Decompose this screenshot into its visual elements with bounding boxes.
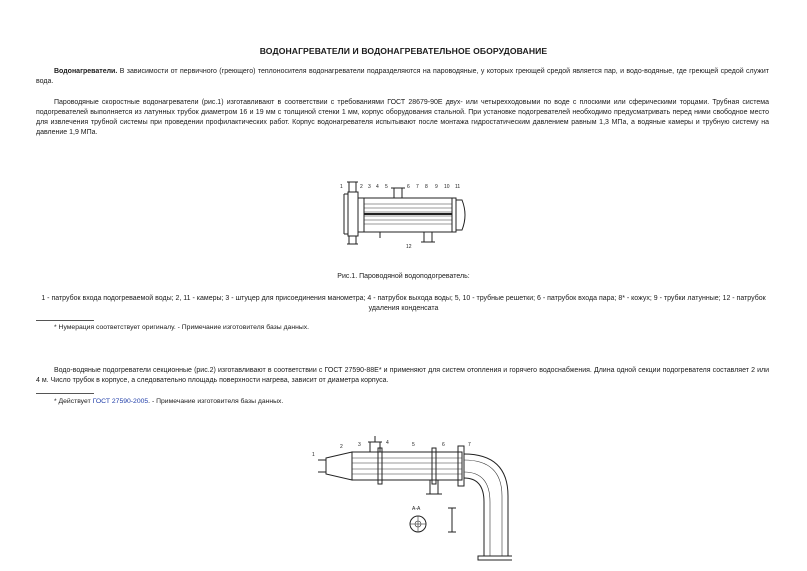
footnote-2-prefix: * Действует xyxy=(54,398,93,405)
figure-1-callout-7: 7 xyxy=(416,184,419,190)
water-heater-paragraph: Водо-водяные подогреватели секционные (рис.2) изготавливают в соответствии с ГОСТ 27590-88Е* и применяют для систем отопления и горячего водоснабжения. Длина одной секции подогревателя составляет 2 или 4 м. Число трубок в корпусе, а следовательно площадь поверхности нагрева, зависит от диаметра корпуса. xyxy=(36,367,769,384)
figure-1-callout-5: 5 xyxy=(385,184,388,190)
intro-text: В зависимости от первичного (греющего) теплоносителя водонагреватели подразделяются на пароводяные, у которых греющей средой является пар, и водо-водяные, где греющей средой служит вода. xyxy=(36,68,769,85)
figure-2-section-label: А-А xyxy=(412,506,421,512)
figure-2-callout-2: 2 xyxy=(340,444,343,450)
intro-lead: Водонагреватели. xyxy=(54,68,118,75)
figure-2-callout-7: 7 xyxy=(468,442,471,448)
figure-1-callout-12: 12 xyxy=(406,244,412,250)
figure-2-callout-6: 6 xyxy=(442,442,445,448)
figure-2-callout-3: 3 xyxy=(358,442,361,448)
steam-heater-paragraph: Пароводяные скоростные водонагреватели (рис.1) изготавливают в соответствии с требованиями ГОСТ 28679-90Е двух- или четырехходовыми по воде с плоскими или сферическими торцами. Трубная система подогревателей выполняется из латунных трубок диаметром 16 и 19 мм с толщиной стенки 1 мм, корпус оборудования стальной. При установке подогревателей необходимо предусматривать перед ними свободное место для извлечения трубной системы при проведении профилактических работ. Корпус водонагревателя испытывают после монтажа гидростатическим давлением равным 1,3 МПа, а водяные камеры и трубную систему на давление 1,9 МПа. xyxy=(36,99,769,136)
figure-1-callout-6: 6 xyxy=(407,184,410,190)
figure-2-callout-4: 4 xyxy=(386,440,389,446)
figure-2-callout-1: 1 xyxy=(312,452,315,458)
figure-1-callout-1: 1 xyxy=(340,184,343,190)
footnote-2-suffix: . - Примечание изготовителя базы данных. xyxy=(148,398,284,405)
figure-1-legend: 1 - патрубок входа подогреваемой воды; 2, 11 - камеры; 3 - штуцер для присоединения манометра; 4 - патрубок выхода воды; 5, 10 - трубные решетки; 6 - патрубок входа пара; 8* - кожух; 9 - трубки латунные; 12 - патрубок удаления конденсата xyxy=(41,295,766,312)
figure-1-callout-3: 3 xyxy=(368,184,371,190)
footnote-1: * Нумерация соответствует оригиналу. - Примечание изготовителя базы данных. xyxy=(54,324,309,331)
figure-1-drawing xyxy=(340,178,470,250)
page-title: ВОДОНАГРЕВАТЕЛИ И ВОДОНАГРЕВАТЕЛЬНОЕ ОБОРУДОВАНИЕ xyxy=(259,46,548,56)
gost-link[interactable]: ГОСТ 27590-2005 xyxy=(92,398,149,405)
figure-1-callout-10: 10 xyxy=(444,184,450,190)
figure-2-callout-5: 5 xyxy=(412,442,415,448)
figure-1-callout-2: 2 xyxy=(360,184,363,190)
figure-1-caption: Рис.1. Пароводяной водоподогреватель: xyxy=(337,273,470,280)
figure-1-callout-8: 8 xyxy=(425,184,428,190)
figure-1-callout-4: 4 xyxy=(376,184,379,190)
intro-paragraph xyxy=(36,67,769,87)
footnote-divider xyxy=(36,320,94,321)
figure-2-drawing xyxy=(312,436,512,568)
figure-1-callout-9: 9 xyxy=(435,184,438,190)
footnote-divider xyxy=(36,393,94,394)
footnote-2 xyxy=(54,397,283,407)
figure-1-callout-11: 11 xyxy=(455,184,461,190)
